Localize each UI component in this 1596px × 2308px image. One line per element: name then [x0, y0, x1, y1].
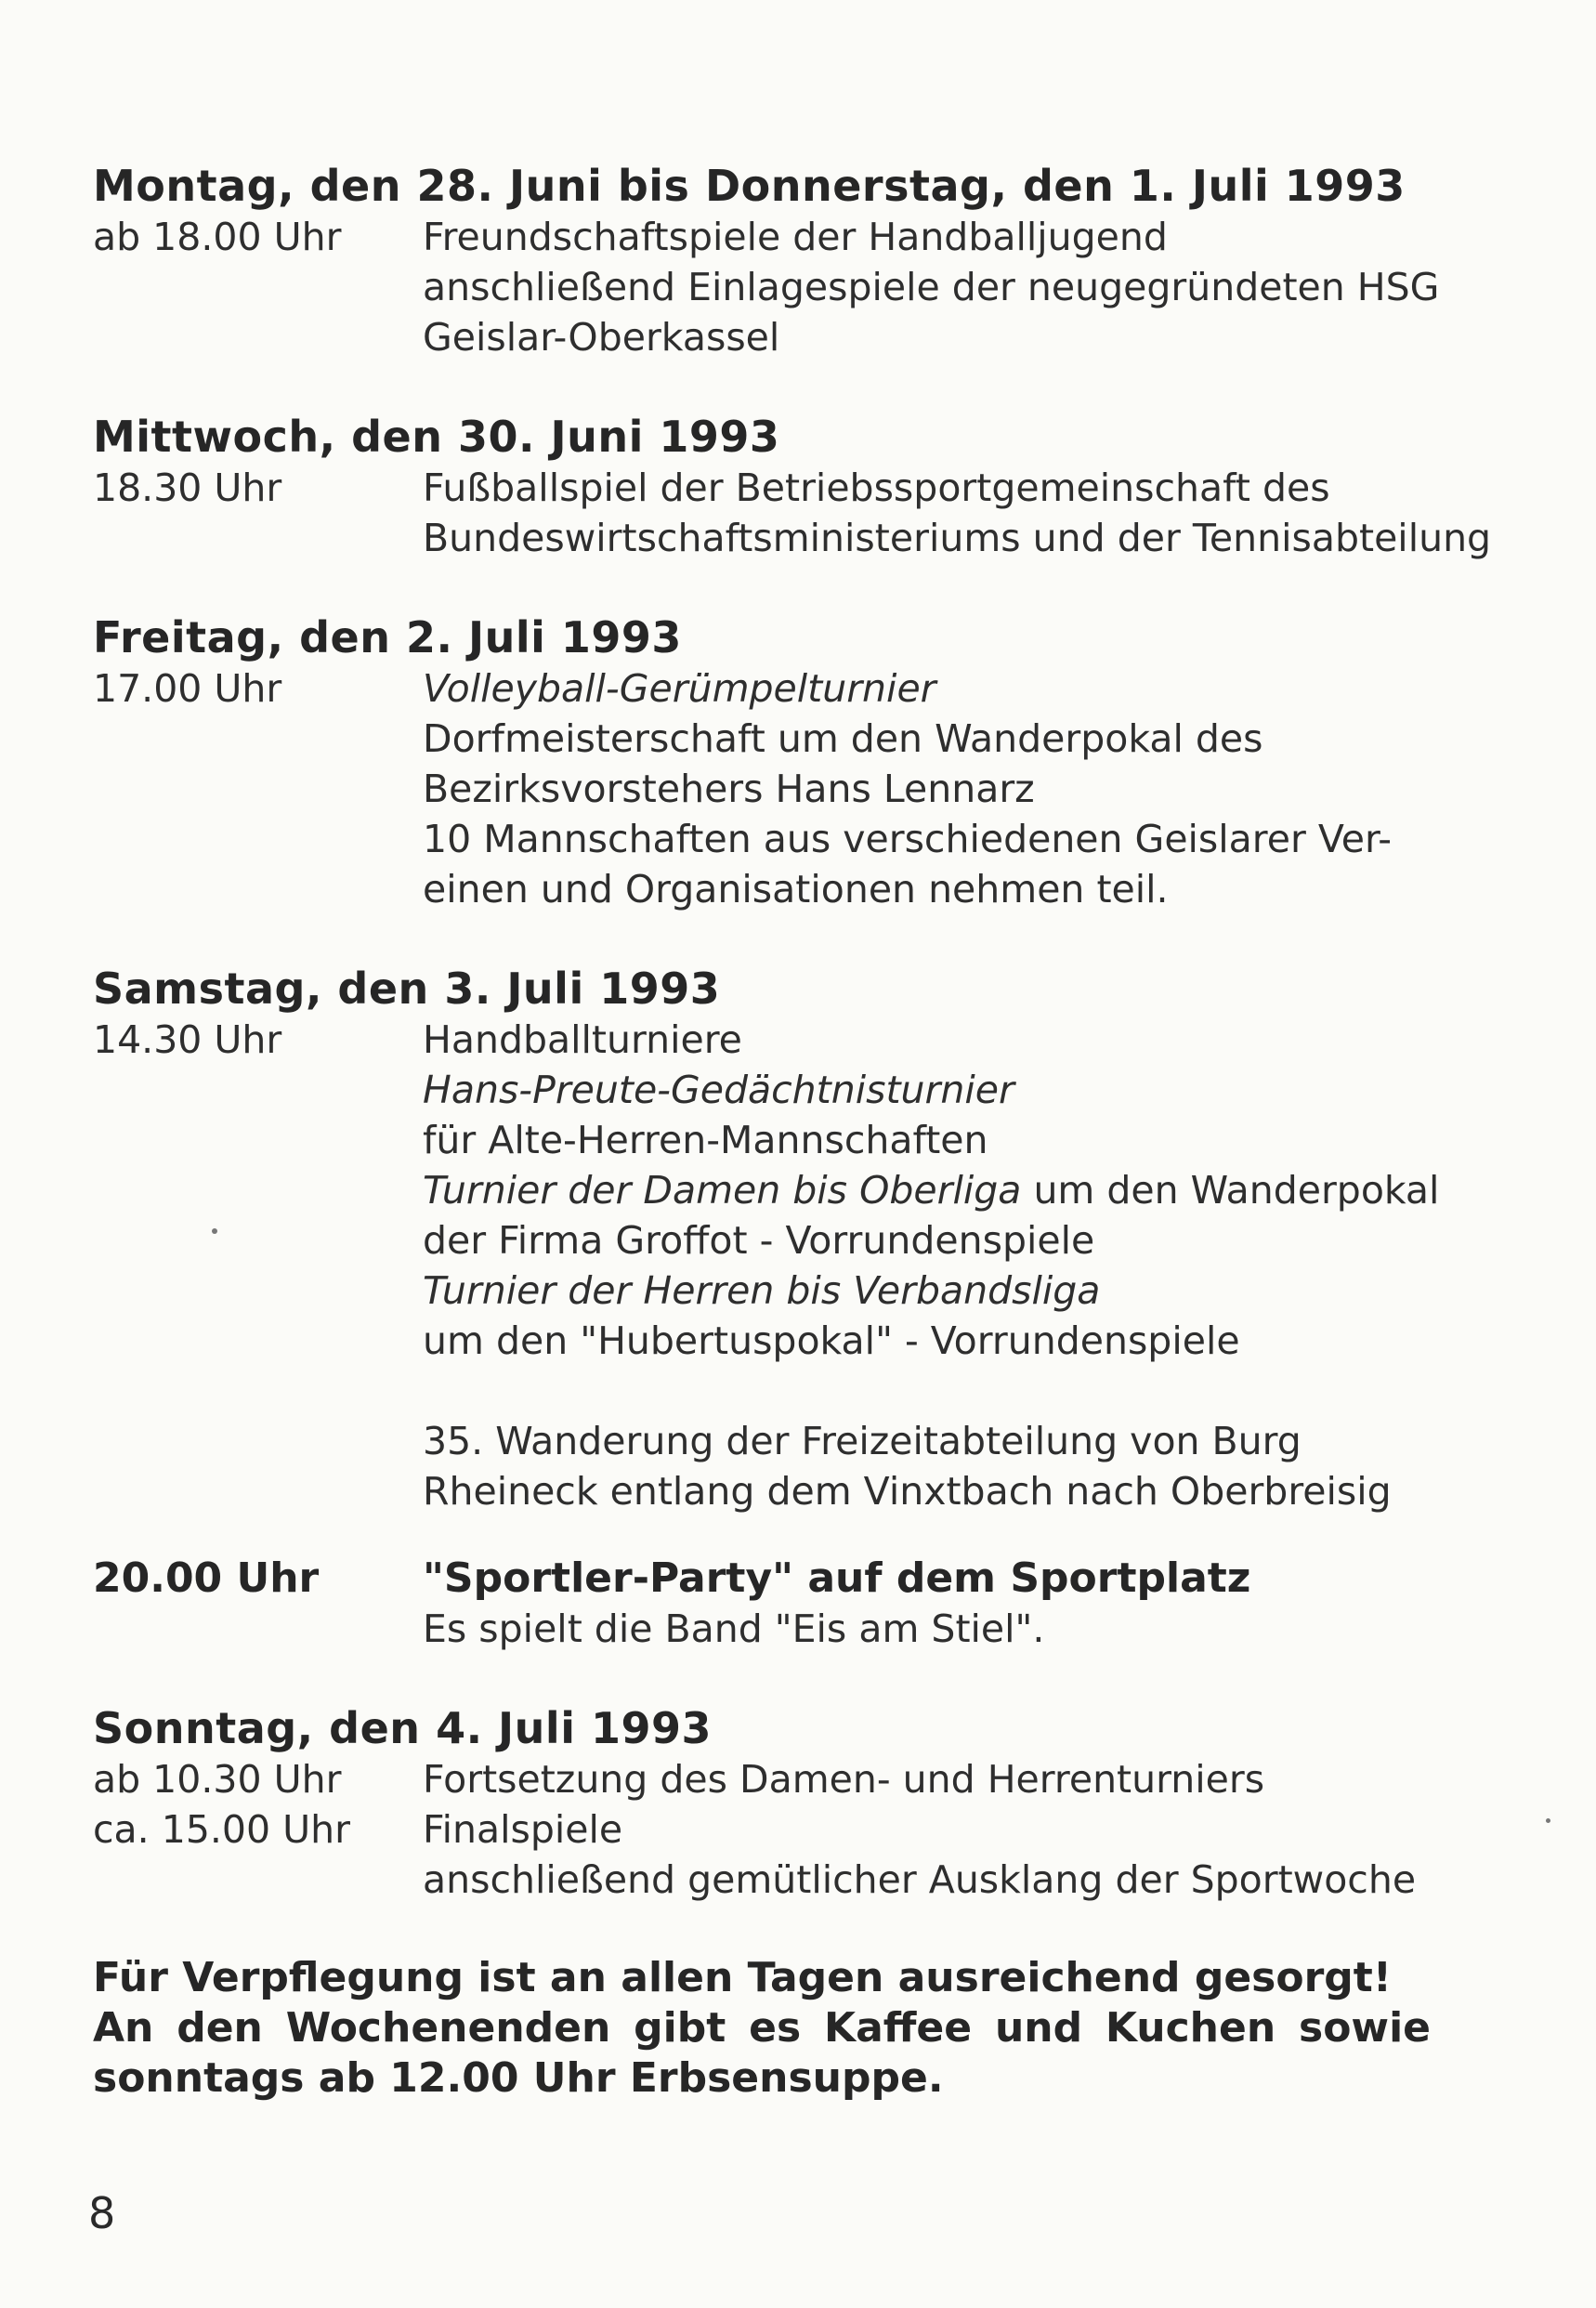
event-description — [423, 1015, 1486, 1516]
page-number: 8 — [88, 2188, 116, 2238]
description-line: Finalspiele — [423, 1807, 623, 1852]
day-section-sunday — [93, 1702, 1486, 1905]
event-description — [423, 1554, 1486, 1654]
description-line: Fortsetzung des Damen- und Herrenturniers — [423, 1757, 1265, 1802]
description-text: um den Wanderpokal — [1033, 1168, 1440, 1213]
notice-line: sonntags ab 12.00 Uhr Erbsensuppe. — [93, 2054, 944, 2102]
event-name: Turnier der Herren bis Verbandsliga — [423, 1268, 1101, 1313]
event-name: "Sportler-Party" auf dem Sportplatz — [423, 1554, 1251, 1602]
description-line: 35. Wanderung der Freizeitabteilung von Burg — [423, 1419, 1302, 1463]
description-line: um den "Hubertuspokal" - Vorrundenspiele — [423, 1318, 1240, 1363]
event-schedule — [93, 160, 1492, 2104]
event-time: ca. 15.00 Uhr — [93, 1807, 350, 1852]
description-line: Dorfmeisterschaft um den Wanderpokal des — [423, 716, 1263, 761]
description-line: Bundeswirtschaftsministeriums und der Tennisabteilung — [423, 516, 1492, 560]
scan-speck — [212, 1228, 217, 1234]
day-heading: Samstag, den 3. Juli 1993 — [93, 964, 721, 1014]
event-time: 17.00 Uhr — [93, 666, 282, 711]
party-event — [93, 1554, 1486, 1654]
event-name: Turnier der Damen bis Oberliga — [423, 1168, 1022, 1213]
event-time: ab 10.30 Uhr — [93, 1757, 342, 1802]
description-line: einen und Organisationen nehmen teil. — [423, 867, 1169, 911]
description-line: anschließend Einlagespiele der neugegründeten HSG — [423, 265, 1440, 309]
day-section-monday — [93, 160, 1486, 362]
event-time: 18.30 Uhr — [93, 466, 282, 510]
event-time: 14.30 Uhr — [93, 1017, 282, 1062]
event-description — [423, 212, 1486, 362]
notice-line: Für Verpflegung ist an allen Tagen ausreichend gesorgt! — [93, 1954, 1392, 2001]
day-heading: Montag, den 28. Juni bis Donnerstag, den 1. Juli 1993 — [93, 161, 1406, 211]
description-line: für Alte-Herren-Mannschaften — [423, 1118, 988, 1162]
description-line — [423, 1165, 1486, 1215]
day-section-friday — [93, 611, 1486, 914]
event-name: Volleyball-Gerümpelturnier — [423, 666, 936, 711]
day-heading: Freitag, den 2. Juli 1993 — [93, 612, 682, 662]
day-heading: Mittwoch, den 30. Juni 1993 — [93, 412, 780, 462]
description-line: Fußballspiel der Betriebssportgemeinschaft des — [423, 466, 1330, 510]
day-heading: Sonntag, den 4. Juli 1993 — [93, 1703, 713, 1753]
event-description — [423, 663, 1486, 914]
scan-speck — [1546, 1818, 1550, 1823]
description-line: Freundschaftspiele der Handballjugend — [423, 215, 1168, 259]
description-line: anschließend gemütlicher Ausklang der Sportwoche — [423, 1857, 1417, 1902]
event-description — [423, 1754, 1486, 1905]
description-line: Handballturniere — [423, 1017, 742, 1062]
description-line: der Firma Groffot - Vorrundenspiele — [423, 1218, 1095, 1263]
event-times — [93, 1754, 423, 1855]
event-time: ab 18.00 Uhr — [93, 215, 342, 259]
description-line: Geislar-Oberkassel — [423, 315, 780, 360]
event-time: 20.00 Uhr — [93, 1554, 320, 1602]
event-description — [423, 463, 1491, 563]
description-line: 10 Mannschaften aus verschiedenen Geislarer Ver- — [423, 817, 1392, 861]
description-line: Rheineck entlang dem Vinxtbach nach Oberbreisig — [423, 1469, 1392, 1514]
event-name: Hans-Preute-Gedächtnisturnier — [423, 1068, 1014, 1112]
catering-notice — [93, 1953, 1431, 2104]
day-section-saturday — [93, 963, 1486, 1654]
notice-line: An den Wochenenden gibt es Kaffee und Kuchen sowie — [93, 2004, 1431, 2052]
description-line: Bezirksvorstehers Hans Lennarz — [423, 767, 1035, 811]
description-line: Es spielt die Band "Eis am Stiel". — [423, 1606, 1045, 1651]
day-section-wednesday — [93, 411, 1492, 563]
